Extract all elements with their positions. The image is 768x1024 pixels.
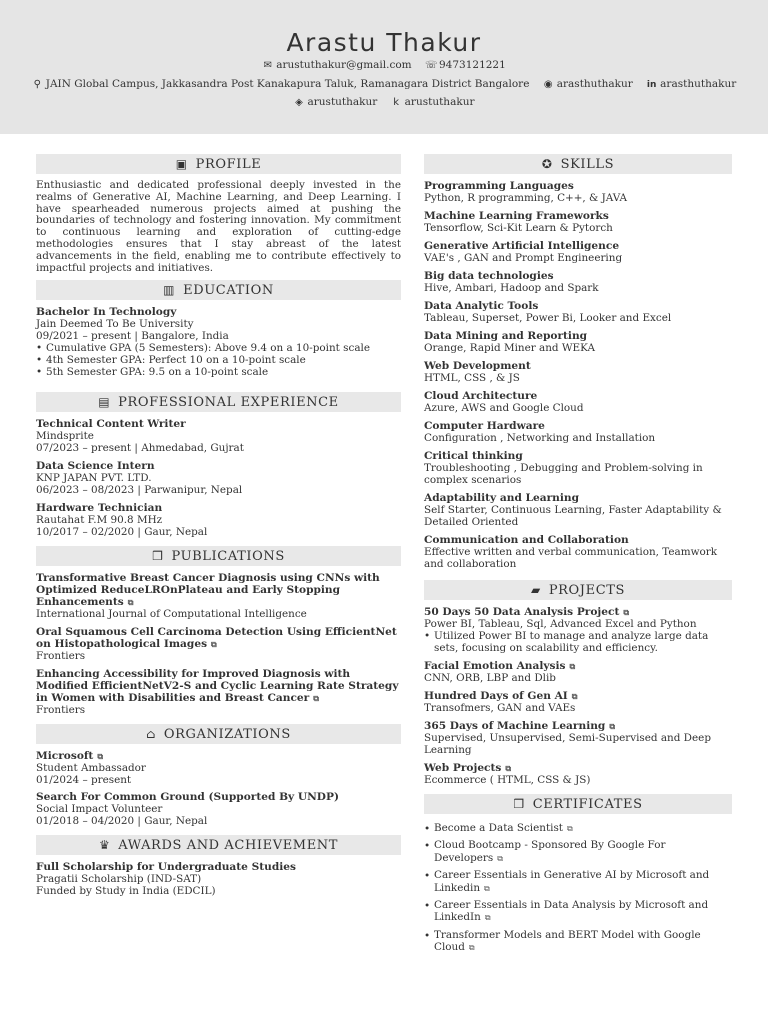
- certificate-item-link[interactable]: • Cloud Bootcamp - Sponsored By Google For Developers ⧉: [424, 839, 732, 865]
- organization-name: Search For Common Ground (Supported By UNDP): [36, 791, 339, 804]
- section-heading-awards: ♛ AWARDS AND ACHIEVEMENT: [36, 835, 401, 855]
- experience-entry: [36, 460, 401, 496]
- skill-title: Adaptability and Learning: [424, 492, 580, 504]
- skill-entry: [424, 492, 732, 528]
- organization-dates: 01/2018 – 04/2020 | Gaur, Nepal: [36, 815, 208, 828]
- school-name: Jain Deemed To Be University: [36, 318, 194, 331]
- project-entry: [424, 606, 732, 654]
- publication-venue: Frontiers: [36, 650, 86, 663]
- education-dates: 09/2021 – present | Bangalore, India: [36, 330, 229, 343]
- section-heading-skills: ✪ SKILLS: [424, 154, 732, 174]
- id-card-icon: ▣: [175, 157, 188, 171]
- employer: Mindsprite: [36, 430, 94, 443]
- project-entry: [424, 762, 732, 786]
- skill-desc: Azure, AWS and Google Cloud: [424, 402, 584, 414]
- external-link-icon[interactable]: ⧉: [127, 597, 134, 608]
- kaggle-profile-link[interactable]: k arustuthakur: [391, 96, 475, 108]
- organization-dates: 01/2024 – present: [36, 774, 132, 787]
- publication-title-link[interactable]: Transformative Breast Cancer Diagnosis using CNNs with Optimized ReduceLROnPlateau and Early Stopping Enhancements ⧉: [36, 572, 380, 609]
- certificate-item-link[interactable]: • Transformer Models and BERT Model with Google Cloud ⧉: [424, 929, 732, 955]
- publication-entry: [36, 668, 401, 716]
- project-desc: Supervised, Unsupervised, Semi-Supervised and Deep Learning: [424, 732, 711, 756]
- skill-desc: HTML, CSS , & JS: [424, 372, 520, 384]
- list-item: • 4th Semester GPA: Perfect 10 on a 10-point scale: [36, 354, 401, 366]
- section-heading-certificates: ❒ CERTIFICATES: [424, 794, 732, 814]
- trophy-icon: ♛: [98, 838, 111, 853]
- external-link-icon[interactable]: ⧉: [623, 607, 630, 617]
- skill-entry: [424, 270, 732, 294]
- project-desc: Power BI, Tableau, Sql, Advanced Excel and Python: [424, 618, 697, 630]
- award-detail: Pragatii Scholarship (IND-SAT): [36, 873, 202, 886]
- skill-title: Cloud Architecture: [424, 390, 538, 402]
- external-link-icon[interactable]: ⧉: [211, 639, 217, 650]
- contact-row-1: [0, 59, 768, 71]
- organization-role: Student Ambassador: [36, 762, 146, 775]
- email-contact[interactable]: ✉ arustuthakur@gmail.com: [263, 59, 412, 71]
- web-profile-link[interactable]: ◈ arustuthakur: [295, 96, 378, 108]
- github-icon: ◉: [543, 79, 553, 90]
- external-link-icon[interactable]: ⧉: [609, 721, 616, 731]
- web-icon: ◈: [295, 97, 303, 108]
- profile-summary: Enthusiastic and dedicated professional deeply invested in the realms of Generative AI, Machine Learning, and Deep Learning. I have spearheaded numerous projects aimed at pushing the boundaries of technology and fostering innovation. My commitment to continuous learning and exploration of cutting-edge methodologies ensures that I stay abreast of the latest advancements in the field, enabling me to contribute effectively to impactful projects and initiatives.: [36, 179, 401, 274]
- skill-entry: [424, 534, 732, 570]
- right-column: [424, 154, 732, 959]
- skill-title: Machine Learning Frameworks: [424, 210, 609, 222]
- job-dates: 07/2023 – present | Ahmedabad, Gujrat: [36, 442, 244, 455]
- skill-entry: [424, 330, 732, 354]
- project-title-link[interactable]: Web Projects ⧉: [424, 762, 512, 774]
- job-title: Technical Content Writer: [36, 418, 186, 431]
- skill-entry: [424, 390, 732, 414]
- section-heading-experience: ▤ PROFESSIONAL EXPERIENCE: [36, 392, 401, 412]
- skill-entry: [424, 210, 732, 234]
- skill-desc: Troubleshooting , Debugging and Problem-solving in complex scenarios: [424, 462, 703, 486]
- organization-role: Social Impact Volunteer: [36, 803, 163, 816]
- external-link-icon[interactable]: ⧉: [484, 883, 490, 893]
- certificate-icon: ❒: [513, 797, 525, 811]
- project-entry: [424, 660, 732, 684]
- project-desc: Ecommerce ( HTML, CSS & JS): [424, 774, 591, 786]
- linkedin-icon: in: [646, 80, 657, 90]
- award-entry: [36, 861, 401, 897]
- skill-desc: Self Starter, Continuous Learning, Faster Adaptability & Detailed Oriented: [424, 504, 722, 528]
- publication-venue: International Journal of Computational Intelligence: [36, 608, 307, 621]
- education-entry: [36, 306, 401, 378]
- github-link[interactable]: ◉ arasthuthakur: [543, 78, 633, 90]
- external-link-icon[interactable]: ⧉: [566, 824, 573, 833]
- books-icon: ▥: [163, 283, 176, 298]
- project-desc: Transofmers, GAN and VAEs: [424, 702, 576, 714]
- job-title: Data Science Intern: [36, 460, 155, 473]
- publication-entry: [36, 572, 401, 620]
- skill-desc: Python, R programming, C++, & JAVA: [424, 192, 628, 204]
- resume-header: [0, 0, 768, 134]
- list-item: • Utilized Power BI to manage and analyze large data sets, focusing on scalability and efficiency.: [424, 630, 732, 654]
- external-link-icon[interactable]: ⧉: [497, 853, 503, 863]
- publication-title-link[interactable]: Oral Squamous Cell Carcinoma Detection Using EfficientNet on Histopathological Images ⧉: [36, 626, 397, 651]
- skill-entry: [424, 300, 732, 324]
- skill-entry: [424, 240, 732, 264]
- skill-desc: Hive, Ambari, Hadoop and Spark: [424, 282, 599, 294]
- folder-icon: ▰: [530, 583, 541, 597]
- skill-title: Critical thinking: [424, 450, 523, 462]
- section-heading-education: ▥ EDUCATION: [36, 280, 401, 300]
- list-item: • Cumulative GPA (5 Semesters): Above 9.4 on a 10-point scale: [36, 342, 401, 354]
- employer: Rautahat F.M 90.8 MHz: [36, 514, 163, 527]
- project-entry: [424, 720, 732, 756]
- publication-icon: ❒: [152, 549, 164, 564]
- external-link-icon[interactable]: ⧉: [313, 693, 319, 704]
- section-heading-publications: ❒ PUBLICATIONS: [36, 546, 401, 566]
- experience-entry: [36, 418, 401, 454]
- skill-entry: [424, 360, 732, 384]
- external-link-icon[interactable]: ⧉: [484, 913, 491, 923]
- external-link-icon[interactable]: ⧉: [505, 763, 512, 773]
- skill-desc: Tensorflow, Sci-Kit Learn & Pytorch: [424, 222, 613, 234]
- publication-entry: [36, 626, 401, 662]
- skill-title: Generative Artificial Intelligence: [424, 240, 620, 252]
- section-heading-profile: ▣ PROFILE: [36, 154, 401, 174]
- project-desc: CNN, ORB, LBP and Dlib: [424, 672, 556, 684]
- skill-entry: [424, 180, 732, 204]
- contact-row-2: [0, 78, 768, 90]
- envelope-icon: ✉: [263, 60, 272, 71]
- skill-title: Computer Hardware: [424, 420, 545, 432]
- award-detail: Funded by Study in India (EDCIL): [36, 885, 216, 898]
- linkedin-link[interactable]: in arasthuthakur: [646, 78, 737, 90]
- job-dates: 06/2023 – 08/2023 | Parwanipur, Nepal: [36, 484, 243, 497]
- phone-icon: ☏: [424, 60, 438, 71]
- address-contact: ⚲ JAIN Global Campus, Jakkasandra Post Kanakapura Taluk, Ramanagara District Bangalore: [33, 78, 530, 90]
- phone-contact[interactable]: ☏9473121221: [424, 59, 506, 71]
- organization-name-link[interactable]: Microsoft ⧉: [36, 750, 104, 763]
- skill-desc: Orange, Rapid Miner and WEKA: [424, 342, 595, 354]
- skill-desc: Effective written and verbal communication, Teamwork and collaboration: [424, 546, 718, 570]
- skill-entry: [424, 420, 732, 444]
- certificate-item-link[interactable]: • Career Essentials in Data Analysis by Microsoft and LinkedIn ⧉: [424, 899, 732, 925]
- location-pin-icon: ⚲: [33, 79, 41, 90]
- certificate-item-link[interactable]: • Career Essentials in Generative AI by Microsoft and Linkedin ⧉: [424, 869, 732, 895]
- skill-title: Programming Languages: [424, 180, 574, 192]
- project-entry: [424, 690, 732, 714]
- project-title-link[interactable]: Facial Emotion Analysis ⧉: [424, 660, 576, 672]
- candidate-name: Arastu Thakur: [286, 28, 482, 57]
- project-title-link[interactable]: 365 Days of Machine Learning ⧉: [424, 720, 616, 732]
- job-dates: 10/2017 – 02/2020 | Gaur, Nepal: [36, 526, 208, 539]
- kaggle-icon: k: [393, 97, 400, 108]
- briefcase-icon: ▤: [98, 395, 111, 410]
- brain-icon: ✪: [541, 157, 553, 171]
- experience-entry: [36, 502, 401, 538]
- project-title-link[interactable]: 50 Days 50 Data Analysis Project ⧉: [424, 606, 630, 618]
- employer: KNP JAPAN PVT. LTD.: [36, 472, 152, 485]
- external-link-icon[interactable]: ⧉: [468, 943, 475, 953]
- skill-title: Web Development: [424, 360, 531, 372]
- organization-entry: [36, 791, 401, 827]
- organization-icon: ⌂: [146, 727, 156, 742]
- left-column: [36, 154, 401, 903]
- organization-entry: [36, 750, 401, 786]
- external-link-icon[interactable]: ⧉: [571, 691, 578, 701]
- skill-title: Big data technologies: [424, 270, 554, 282]
- project-title-link[interactable]: Hundred Days of Gen AI ⧉: [424, 690, 578, 702]
- skill-title: Data Mining and Reporting: [424, 330, 588, 342]
- publication-venue: Frontiers: [36, 704, 86, 717]
- degree-title: Bachelor In Technology: [36, 306, 177, 319]
- skill-entry: [424, 450, 732, 486]
- skill-title: Data Analytic Tools: [424, 300, 539, 312]
- external-link-icon[interactable]: ⧉: [569, 661, 576, 671]
- contact-row-3: [0, 96, 768, 108]
- certificate-item-link[interactable]: • Become a Data Scientist ⧉: [424, 822, 732, 835]
- publication-title-link[interactable]: Enhancing Accessibility for Improved Diagnosis with Modified EfficientNetV2-S and Cyclic Learning Rate Strategy in Women with Disabilities and Breast Cancer ⧉: [36, 668, 399, 705]
- job-title: Hardware Technician: [36, 502, 163, 515]
- skill-desc: VAE's , GAN and Prompt Engineering: [424, 252, 623, 264]
- section-heading-organizations: ⌂ ORGANIZATIONS: [36, 724, 401, 744]
- section-heading-projects: ▰ PROJECTS: [424, 580, 732, 600]
- award-title: Full Scholarship for Undergraduate Studies: [36, 861, 296, 874]
- skill-desc: Tableau, Superset, Power Bi, Looker and Excel: [424, 312, 672, 324]
- list-item: • 5th Semester GPA: 9.5 on a 10-point scale: [36, 366, 401, 378]
- skill-title: Communication and Collaboration: [424, 534, 629, 546]
- skill-desc: Configuration , Networking and Installation: [424, 432, 656, 444]
- external-link-icon[interactable]: ⧉: [97, 751, 104, 762]
